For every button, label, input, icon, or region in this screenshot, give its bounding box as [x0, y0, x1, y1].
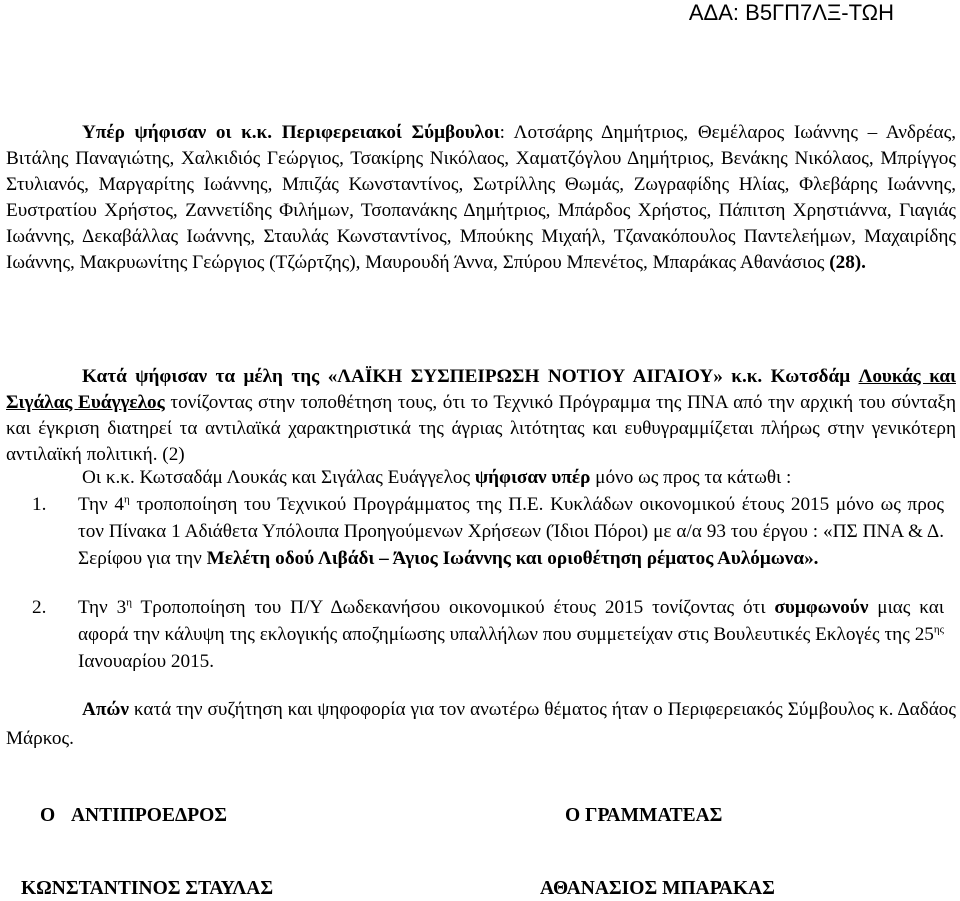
vote-against-names: Λουκάς και Σιγάλας Ευάγγελος — [6, 366, 957, 413]
list-item-2 — [32, 594, 945, 675]
vote-for-count: (28). — [829, 252, 866, 273]
signature-left-name: ΚΩΝΣΤΑΝΤΙΝΟΣ ΣΤΑΥΛΑΣ — [21, 878, 274, 899]
item1-text-b: τροποποίηση του Τεχνικού Προγράμματος της Π.Ε. Κυκλάδων οικονομικού έτους 2015 μόνο ως προς τον Πίνακα 1 Αδιάθετα Υπόλοιπα Προηγούμενων Χρήσεων (Ίδιοι Πόροι) με α/α 93 του έργου : «ΠΣ ΠΝΑ & Δ. Σερίφου για την — [78, 494, 944, 569]
vote-for-lead: Υπέρ ψήφισαν οι κ.κ. — [82, 122, 273, 143]
absent-paragraph — [6, 695, 956, 753]
ada-code: ΑΔΑ: Β5ΓΠ7ΛΞ-ΤΩΗ — [688, 0, 894, 25]
list-item-1 — [32, 491, 944, 572]
vote-for-names: : Λοτσάρης Δημήτριος, Θεμέλαρος Ιωάννης – Ανδρέας, Βιτάλης Παναγιώτης, Χαλκιδιός Γεώργιος, Τσακίρης Νικόλαος, Χαματζόγλου Δημήτριος, Βενάκης Νικόλαος, Μπρίγγος Στυλιανός, Μαργαρίτης Ιωάννης, Μπιζάς Κωνσταντίνος, Σωτρίλλης Θωμάς, Ζωγραφίδης Ηλίας, Φλεβάρης Ιωάννης, Ευστρατίου Χρήστος, Ζαννετίδης Φιλήμων, Τσοπανάκης Δημήτριος, Μπάρδος Χρήστος, Πάπιτση Χρηστιάννα, Γιαγιάς Ιωάννης, Δεκαβάλλας Ιωάννης, Σταυλάς Κωνσταντίνος, Μπούκης Μιχαήλ, Τζανακόπουλος Παντελεήμων, Μαχαιρίδης Ιωάννης, Μακρυωνίτης Γεώργιος (Τζώρτζης), Μαυρουδή Άννα, Σπύρου Μπενέτος, Μπαράκας Αθανάσιος — [6, 122, 957, 273]
partial-vote-bold: ψήφισαν υπέρ — [474, 467, 591, 488]
list-number-2: 2. — [32, 597, 47, 618]
list-number-1: 1. — [32, 494, 47, 515]
item1-bold: Μελέτη οδού Λιβάδι – Άγιος Ιωάννης και οριοθέτηση ρέματος Αυλόμωνα». — [206, 548, 819, 569]
item2-sup2: ης — [933, 623, 944, 636]
vote-for-group: Περιφερειακοί Σύμβουλοι — [281, 122, 500, 143]
signature-left-title: Ο ΑΝΤΙΠΡΟΕΔΡΟΣ — [40, 805, 228, 826]
item2-text-c: μιας και αφορά την κάλυψη της εκλογικής αποζημίωσης υπαλλήλων που συμμετείχαν στις Βουλευτικές Εκλογές της 25 — [78, 597, 945, 645]
partial-vote-post: μόνο ως προς τα κάτωθι : — [590, 467, 792, 488]
vote-for-paragraph — [6, 120, 956, 276]
partial-vote-paragraph — [82, 465, 942, 491]
vote-against-reason: τονίζοντας στην τοποθέτηση τους, ότι το Τεχνικό Πρόγραμμα της ΠΝΑ από την αρχική του σύνταξη και έγκριση διατηρεί τα αντιλαϊκά χαρακτηριστικά της άγριας λιτότητας και ευθυγραμμίζεται πλήρως στην γενικότερη αντιλαϊκή πολιτική. (2) — [6, 392, 956, 465]
item2-text-a: Την 3 — [78, 597, 127, 618]
vote-against-lead: Κατά ψήφισαν τα μέλη της «ΛΑΪΚΗ ΣΥΣΠΕΙΡΩΣΗ ΝΟΤΙΟΥ ΑΙΓΑΙΟΥ» κ.κ. Κωτσδάμ — [82, 366, 851, 387]
vote-against-paragraph — [6, 364, 956, 468]
item1-sup: η — [123, 493, 130, 506]
signature-right-name: ΑΘΑΝΑΣΙΟΣ ΜΠΑΡΑΚΑΣ — [540, 878, 775, 899]
item2-bold: συμφωνούν — [774, 597, 869, 618]
absent-rest: κατά την συζήτηση και ψηφοφορία για τον ανωτέρω θέματος ήταν ο Περιφερειακός Σύμβουλος κ. Δαδάος Μάρκος. — [6, 699, 956, 749]
partial-vote-pre: Οι κ.κ. Κωτσαδάμ Λουκάς και Σιγάλας Ευάγγελος — [82, 467, 475, 488]
item2-sup: η — [126, 596, 132, 609]
absent-bold: Απών — [82, 699, 129, 720]
item1-text-a: Την 4 — [78, 494, 124, 515]
signature-right-title: Ο ΓΡΑΜΜΑΤΕΑΣ — [565, 805, 723, 826]
item2-text-d: Ιανουαρίου 2015. — [78, 651, 215, 672]
item2-text-b: Τροποποίηση του Π/Υ Δωδεκανήσου οικονομικού έτους 2015 τονίζοντας ότι — [131, 597, 775, 618]
